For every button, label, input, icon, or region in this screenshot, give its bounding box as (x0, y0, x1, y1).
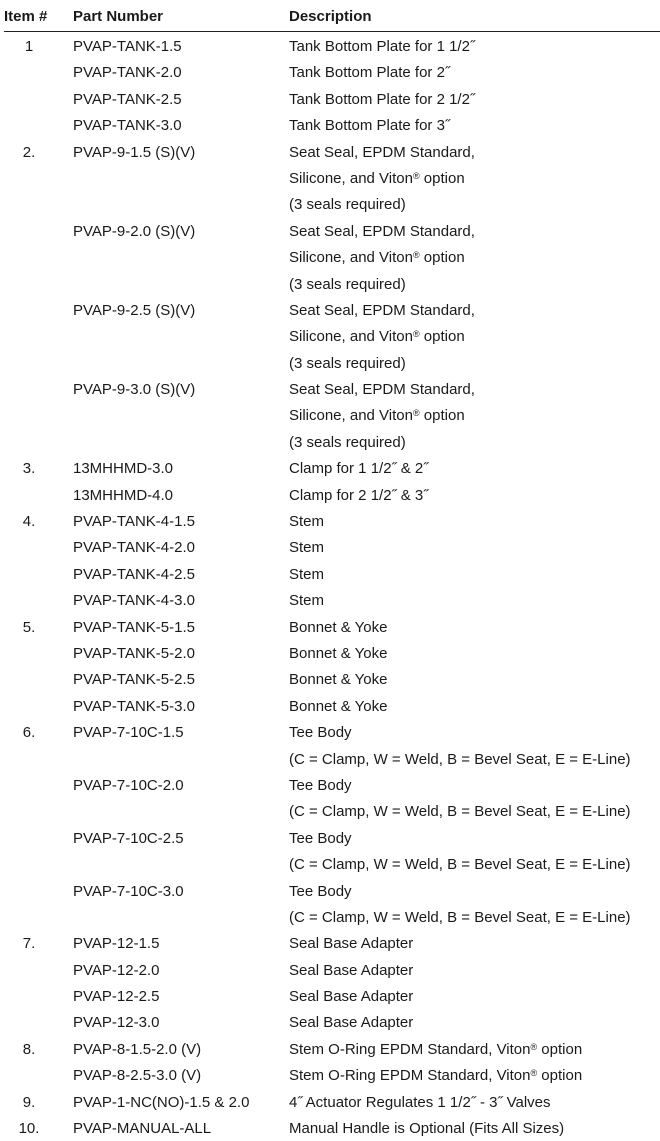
description: Clamp for 1 1/2˝ & 2˝ (289, 460, 429, 478)
description: Seat Seal, EPDM Standard, (289, 222, 475, 240)
part-number: PVAP-TANK-4-1.5 (73, 513, 195, 531)
table-row (0, 482, 660, 508)
part-number: PVAP-MANUAL-ALL (73, 1120, 212, 1138)
table-row (0, 957, 660, 983)
part-number: PVAP-12-2.0 (73, 961, 160, 979)
item-number: 4. (22, 513, 36, 531)
item-number: 9. (22, 1093, 36, 1111)
header-description: Description (289, 8, 372, 25)
table-row (0, 798, 660, 824)
table-row (0, 33, 660, 59)
table-row (0, 983, 660, 1009)
table-row (0, 508, 660, 534)
header-rule (4, 31, 660, 32)
item-number: 5. (22, 618, 36, 636)
description: Seat Seal, EPDM Standard, (289, 301, 475, 319)
part-number: PVAP-7-10C-2.0 (73, 776, 184, 794)
description: Tank Bottom Plate for 2˝ (289, 64, 450, 82)
part-number: 13MHHMD-3.0 (73, 460, 174, 478)
header-part-number: Part Number (73, 8, 164, 25)
table-row (0, 587, 660, 613)
table-row (0, 112, 660, 138)
table-row (0, 191, 660, 217)
part-number: PVAP-9-3.0 (S)(V) (73, 381, 196, 399)
part-number: PVAP-TANK-5-2.0 (73, 644, 195, 662)
item-number: 3. (22, 460, 36, 478)
description: Seat Seal, EPDM Standard, (289, 143, 475, 161)
description: Tee Body (289, 829, 352, 847)
table-row (0, 244, 660, 270)
table-row (0, 851, 660, 877)
item-number: 8. (22, 1040, 36, 1058)
table-row (0, 455, 660, 481)
table-row (0, 746, 660, 772)
description: Tank Bottom Plate for 2 1/2˝ (289, 90, 475, 108)
table-row (0, 719, 660, 745)
part-number: 13MHHMD-4.0 (73, 486, 174, 504)
description: Silicone, and Viton® option (289, 328, 465, 346)
part-number: PVAP-TANK-2.5 (73, 90, 182, 108)
table-row (0, 693, 660, 719)
description: Silicone, and Viton® option (289, 249, 465, 267)
table-row (0, 666, 660, 692)
description: Seal Base Adapter (289, 988, 414, 1006)
part-number: PVAP-7-10C-3.0 (73, 882, 184, 900)
description: Stem (289, 513, 325, 531)
table-row (0, 1036, 660, 1062)
description: (C = Clamp, W = Weld, B = Bevel Seat, E = E-Line) (289, 750, 631, 768)
description: Stem (289, 592, 325, 610)
table-row (0, 86, 660, 112)
part-number: PVAP-12-2.5 (73, 988, 160, 1006)
description: Seal Base Adapter (289, 1014, 414, 1032)
table-row (0, 825, 660, 851)
item-number: 7. (22, 935, 36, 953)
part-number: PVAP-9-2.5 (S)(V) (73, 301, 196, 319)
description: (C = Clamp, W = Weld, B = Bevel Seat, E = E-Line) (289, 908, 631, 926)
table-row (0, 1115, 660, 1141)
table-row (0, 1089, 660, 1115)
table-row (0, 561, 660, 587)
table-header (0, 0, 660, 32)
part-number: PVAP-TANK-4-2.5 (73, 565, 195, 583)
description: (3 seals required) (289, 433, 406, 451)
description: Seal Base Adapter (289, 961, 414, 979)
table-row (0, 878, 660, 904)
part-number: PVAP-TANK-1.5 (73, 38, 182, 55)
table-row (0, 297, 660, 323)
description: Tank Bottom Plate for 1 1/2˝ (289, 38, 475, 55)
part-number: PVAP-12-3.0 (73, 1014, 160, 1032)
part-number: PVAP-TANK-4-2.0 (73, 539, 195, 557)
table-row (0, 534, 660, 560)
item-number: 10. (18, 1120, 40, 1138)
description: Tank Bottom Plate for 3˝ (289, 117, 450, 135)
description: Clamp for 2 1/2˝ & 3˝ (289, 486, 429, 504)
description: Bonnet & Yoke (289, 644, 388, 662)
description: Seat Seal, EPDM Standard, (289, 381, 475, 399)
header-item: Item # (4, 8, 48, 25)
description: (3 seals required) (289, 275, 406, 293)
table-row (0, 904, 660, 930)
part-number: PVAP-7-10C-2.5 (73, 829, 184, 847)
item-number: 6. (22, 724, 36, 742)
description: 4˝ Actuator Regulates 1 1/2˝ - 3˝ Valves (289, 1093, 551, 1111)
table-row (0, 350, 660, 376)
description: Bonnet & Yoke (289, 618, 388, 636)
parts-table-body (0, 33, 660, 1141)
description: Stem (289, 539, 325, 557)
table-row (0, 640, 660, 666)
description: Tee Body (289, 776, 352, 794)
table-row (0, 772, 660, 798)
part-number: PVAP-TANK-5-3.0 (73, 697, 195, 715)
description: Tee Body (289, 882, 352, 900)
description: Stem O-Ring EPDM Standard, Viton® option (289, 1067, 583, 1085)
part-number: PVAP-9-1.5 (S)(V) (73, 143, 196, 161)
item-number: 2. (22, 143, 36, 161)
description: (3 seals required) (289, 196, 406, 214)
table-row (0, 165, 660, 191)
description: Manual Handle is Optional (Fits All Sizes) (289, 1120, 565, 1138)
table-row (0, 930, 660, 956)
description: Seal Base Adapter (289, 935, 414, 953)
table-row (0, 139, 660, 165)
part-number: PVAP-1-NC(NO)-1.5 & 2.0 (73, 1093, 250, 1111)
description: Stem (289, 565, 325, 583)
table-row (0, 323, 660, 349)
table-row (0, 218, 660, 244)
description: Bonnet & Yoke (289, 671, 388, 689)
part-number: PVAP-8-1.5-2.0 (V) (73, 1040, 202, 1058)
table-row (0, 59, 660, 85)
description: (C = Clamp, W = Weld, B = Bevel Seat, E = E-Line) (289, 856, 631, 874)
table-row (0, 271, 660, 297)
table-row (0, 614, 660, 640)
part-number: PVAP-TANK-5-2.5 (73, 671, 195, 689)
description: Silicone, and Viton® option (289, 169, 465, 187)
description: Tee Body (289, 724, 352, 742)
description: Bonnet & Yoke (289, 697, 388, 715)
table-row (0, 1062, 660, 1088)
table-row (0, 402, 660, 428)
part-number: PVAP-TANK-3.0 (73, 117, 182, 135)
table-row (0, 376, 660, 402)
part-number: PVAP-TANK-2.0 (73, 64, 182, 82)
description: (3 seals required) (289, 354, 406, 372)
description: Silicone, and Viton® option (289, 407, 465, 425)
part-number: PVAP-9-2.0 (S)(V) (73, 222, 196, 240)
part-number: PVAP-8-2.5-3.0 (V) (73, 1067, 202, 1085)
part-number: PVAP-7-10C-1.5 (73, 724, 184, 742)
part-number: PVAP-TANK-4-3.0 (73, 592, 195, 610)
table-row (0, 1009, 660, 1035)
description: (C = Clamp, W = Weld, B = Bevel Seat, E = E-Line) (289, 803, 631, 821)
part-number: PVAP-TANK-5-1.5 (73, 618, 195, 636)
table-row (0, 429, 660, 455)
part-number: PVAP-12-1.5 (73, 935, 160, 953)
item-number: 1 (24, 38, 34, 55)
description: Stem O-Ring EPDM Standard, Viton® option (289, 1040, 583, 1058)
